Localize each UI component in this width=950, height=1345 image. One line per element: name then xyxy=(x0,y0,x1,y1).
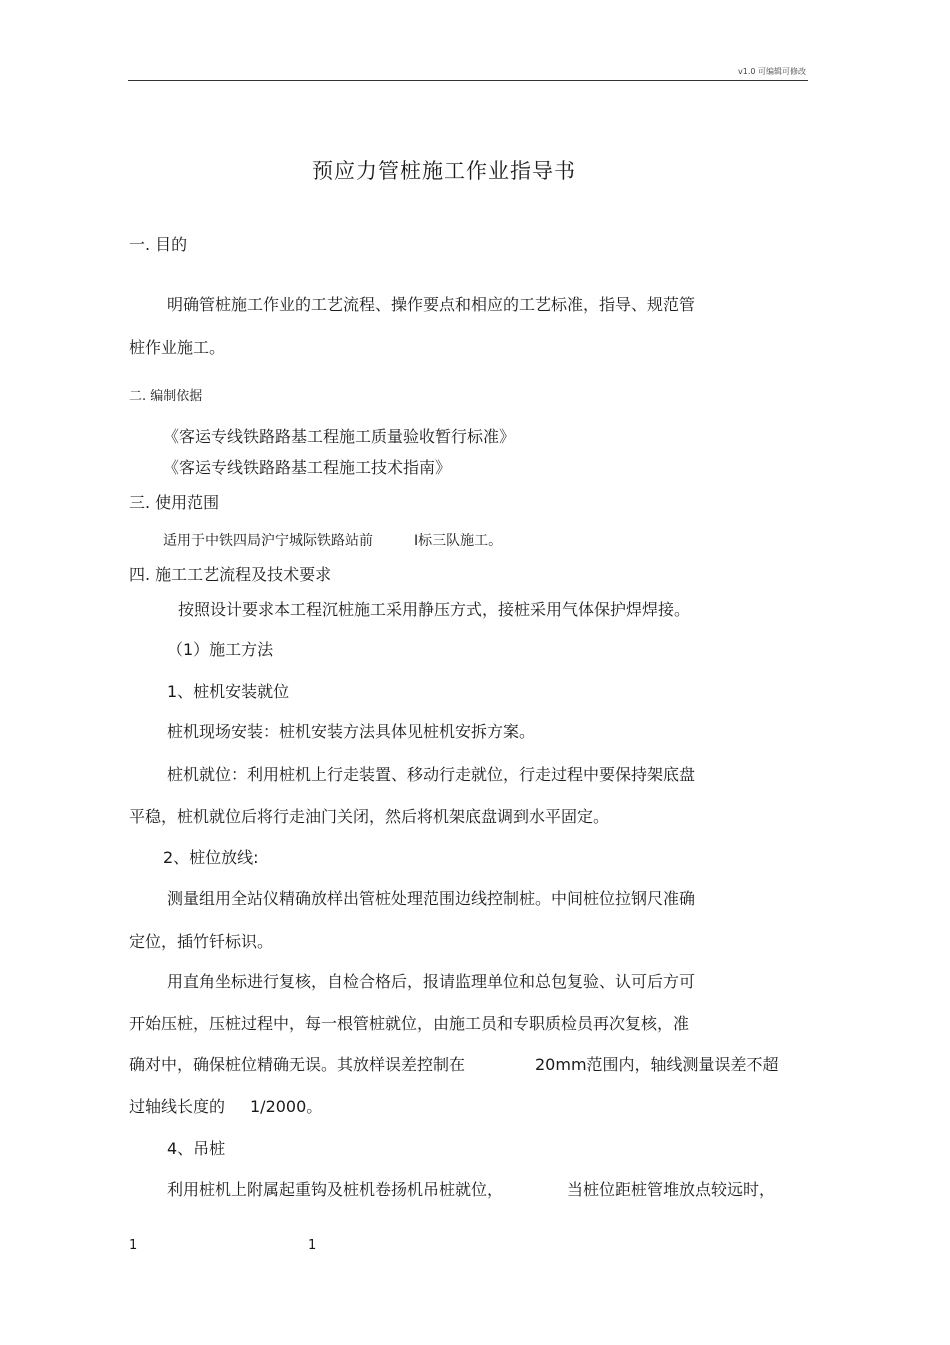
step-4-heading: 4、吊桩 xyxy=(167,1139,226,1158)
section-4-heading: 四. 施工工艺流程及技术要求 xyxy=(129,565,332,584)
section-3-heading: 三. 使用范围 xyxy=(129,493,220,512)
install-paragraph: 桩机现场安装：桩机安装方法具体见桩机安拆方案。 xyxy=(167,722,536,741)
step-2-heading: 2、桩位放线: xyxy=(163,848,259,867)
check-line-4b: 1/2000。 xyxy=(250,1097,323,1116)
section-2-heading: 二. 编制依据 xyxy=(129,389,203,404)
check-line-1: 用直角坐标进行复核，自检合格后，报请监理单位和总包复验、认可后方可 xyxy=(167,972,696,991)
lift-line-b: 当桩位距桩管堆放点较远时， xyxy=(567,1180,776,1199)
section-1-paragraph-line-1: 明确管桩施工作业的工艺流程、操作要点和相应的工艺标准，指导、规范管 xyxy=(167,295,696,314)
check-line-2: 开始压桩，压桩过程中，每一根管桩就位，由施工员和专职质检员再次复核，准 xyxy=(129,1014,690,1033)
reference-item-2: 《客运专线铁路路基工程施工技术指南》 xyxy=(163,458,452,477)
scope-text-a: 适用于中铁四局沪宁城际铁路站前 xyxy=(163,533,373,549)
check-line-3a: 确对中，确保桩位精确无误。其放样误差控制在 xyxy=(129,1055,466,1074)
header-version-note: v1.0 可编辑可修改 xyxy=(738,67,806,76)
step-1-heading: 1、桩机安装就位 xyxy=(167,682,290,701)
section-4-intro: 按照设计要求本工程沉桩施工采用静压方式，接桩采用气体保护焊焊接。 xyxy=(178,600,691,619)
header-rule xyxy=(128,80,808,81)
section-1-paragraph-line-2: 桩作业施工。 xyxy=(129,338,226,357)
page-number-right: 1 xyxy=(308,1238,317,1253)
survey-line-2: 定位，插竹钎标识。 xyxy=(129,932,274,951)
positioning-line-1: 桩机就位：利用桩机上行走装置、移动行走就位，行走过程中要保持架底盘 xyxy=(167,765,696,784)
method-heading: （1）施工方法 xyxy=(167,640,274,659)
survey-line-1: 测量组用全站仪精确放样出管桩处理范围边线控制桩。中间桩位拉钢尺准确 xyxy=(167,889,696,908)
page-number-left: 1 xyxy=(129,1238,138,1253)
document-title: 预应力管桩施工作业指导书 xyxy=(312,159,576,183)
check-line-4a: 过轴线长度的 xyxy=(129,1097,226,1116)
check-line-3b: 20mm范围内，轴线测量误差不超 xyxy=(535,1055,779,1074)
scope-text-b: Ⅰ标三队施工。 xyxy=(414,533,503,549)
reference-item-1: 《客运专线铁路路基工程施工质量验收暂行标准》 xyxy=(163,427,516,446)
lift-line-a: 利用桩机上附属起重钩及桩机卷扬机吊桩就位， xyxy=(167,1180,504,1199)
positioning-line-2: 平稳，桩机就位后将行走油门关闭，然后将机架底盘调到水平固定。 xyxy=(129,807,610,826)
section-1-heading: 一. 目的 xyxy=(129,235,188,254)
